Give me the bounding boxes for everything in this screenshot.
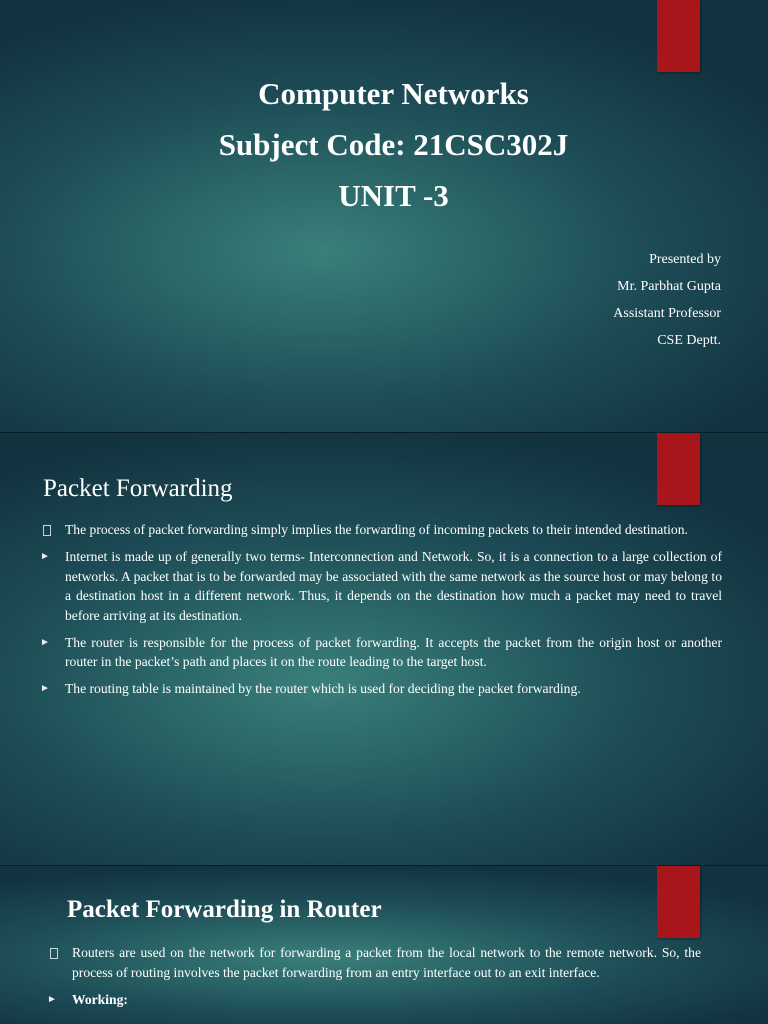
slide-packet-forwarding-router (0, 866, 768, 1024)
bullet-text: Internet is made up of generally two terms- Interconnection and Network. So, it is a connection to a large collection of networks. A packet that is to be forwarded may be associated with the same network as the source host or may belong to a destination host in a different network. Thus, it depends on the destination how much a packet may need to travel before arriving at its destination. (65, 549, 722, 623)
bullet-item (65, 520, 722, 540)
presenter-name: Mr. Parbhat Gupta (617, 279, 721, 294)
slide-title (0, 0, 768, 432)
bullet-text: The process of packet forwarding simply implies the forwarding of incoming packets to their intended destination. (65, 522, 688, 537)
bullet-box-icon (50, 948, 58, 959)
slide-heading: Packet Forwarding (43, 475, 233, 502)
presenter-dept: CSE Deptt. (657, 333, 721, 348)
bullet-text: Routers are used on the network for forwarding a packet from the local network to the remote network. So, the process of routing involves the packet forwarding from an entry interface out to an exit interface. (72, 945, 701, 980)
presenter-block (613, 246, 721, 354)
bullet-item (40, 633, 722, 672)
accent-bar (657, 0, 700, 72)
bullet-text: The router is responsible for the process of packet forwarding. It accepts the packet from the origin host or another router in the packet’s path and places it on the route leading to the target host. (65, 634, 722, 669)
bullet-text: The routing table is maintained by the router which is used for deciding the packet forwarding. (65, 681, 581, 696)
bullet-item (40, 547, 722, 625)
bullet-arrow-icon: ► (40, 551, 50, 562)
accent-bar (657, 433, 700, 505)
bullet-list (47, 943, 701, 1017)
bullet-arrow-icon: ► (47, 993, 57, 1005)
bullet-item (72, 943, 701, 982)
title-line-2: Subject Code: 21CSC302J (218, 127, 569, 162)
title-line-1: Computer Networks (258, 76, 529, 111)
bullet-arrow-icon: ► (40, 636, 50, 648)
bullet-list (40, 520, 722, 706)
slide-heading: Packet Forwarding in Router (67, 896, 382, 923)
bullet-item (47, 990, 701, 1010)
slide-packet-forwarding (0, 433, 768, 865)
presenter-role: Assistant Professor (613, 306, 721, 321)
bullet-item (40, 679, 722, 699)
presenter-line: Presented by (649, 252, 721, 267)
accent-bar (657, 866, 700, 938)
bullet-box-icon (43, 525, 51, 536)
title-line-3: UNIT -3 (338, 178, 449, 213)
bullet-text: Working: (72, 991, 128, 1007)
bullet-arrow-icon: ► (40, 683, 50, 694)
